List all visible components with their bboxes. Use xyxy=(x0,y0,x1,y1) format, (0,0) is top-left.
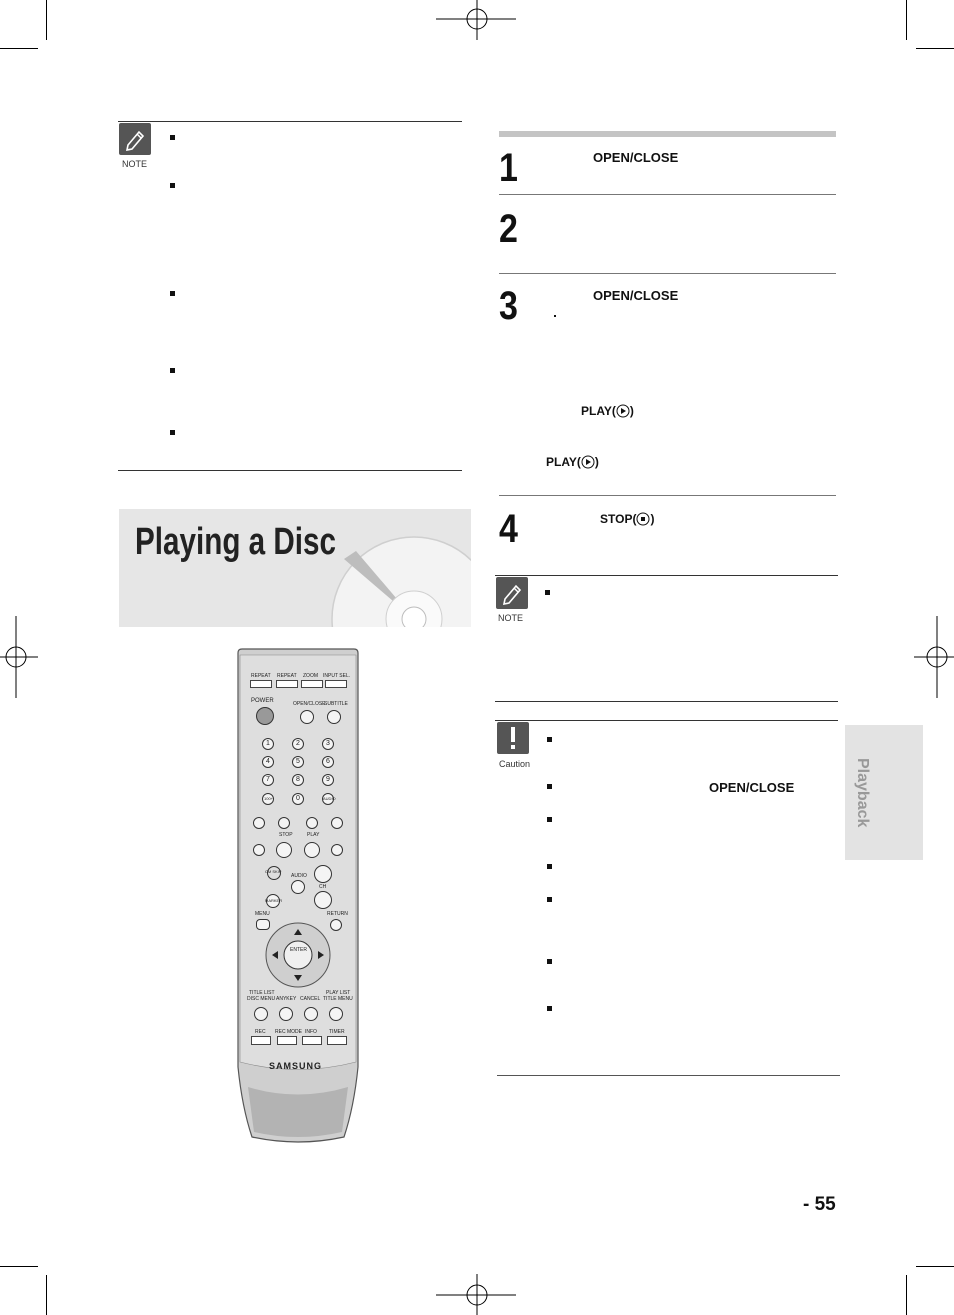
timer-label: TIMER xyxy=(329,1029,345,1035)
note-bullet xyxy=(170,430,175,435)
input-sel-button[interactable] xyxy=(325,680,347,688)
note-bullet xyxy=(170,183,175,188)
info-button[interactable] xyxy=(302,1036,322,1045)
timer-button[interactable] xyxy=(327,1036,347,1045)
cancel-label: CANCEL xyxy=(300,996,321,1002)
caution-bullet xyxy=(547,784,552,789)
note-bullet xyxy=(170,368,175,373)
play-icon xyxy=(581,455,595,469)
power-label: POWER xyxy=(251,698,274,704)
step-divider xyxy=(499,194,836,195)
step-divider xyxy=(499,495,836,496)
digit-label: 0 xyxy=(296,795,300,802)
skip-forward-button[interactable] xyxy=(331,817,343,829)
step-number: 2 xyxy=(499,207,518,251)
stop-text: STOP( xyxy=(600,512,637,526)
stop-label: STOP xyxy=(279,832,293,838)
digit-label: AUDIO xyxy=(323,796,336,801)
ch-down-button[interactable] xyxy=(314,891,332,909)
rewind-button[interactable] xyxy=(253,844,265,856)
digit-label: 8 xyxy=(296,776,300,783)
step-number: 1 xyxy=(499,146,518,190)
ch-up-button[interactable] xyxy=(314,865,332,883)
info-label: INFO xyxy=(305,1029,317,1035)
cm-skip-button[interactable] xyxy=(267,866,281,880)
step-number: 4 xyxy=(499,507,518,551)
crop-mark xyxy=(916,1266,954,1267)
play-list-label: PLAY LIST xyxy=(326,990,351,996)
page-number: - 55 xyxy=(803,1194,836,1215)
caution-icon xyxy=(497,722,529,754)
power-button[interactable] xyxy=(256,707,274,725)
brand-logo: SAMSUNG xyxy=(269,1061,323,1071)
disc-graphic xyxy=(324,529,471,627)
side-tab-label: Playback xyxy=(854,758,871,828)
anykey-label: ANYKEY xyxy=(276,996,297,1002)
subtitle-label: SUBTITLE xyxy=(324,701,348,707)
audio-button[interactable] xyxy=(291,880,305,894)
step-forward-button[interactable] xyxy=(306,817,318,829)
remote-control xyxy=(234,647,362,1147)
cancel-button[interactable] xyxy=(304,1007,318,1021)
ch-label: CH xyxy=(319,884,327,890)
left-note-top-rule xyxy=(118,121,462,122)
title-list-button[interactable] xyxy=(254,1007,268,1021)
page-title: Playing a Disc xyxy=(135,521,336,563)
right-note-top-rule xyxy=(495,575,838,576)
subtitle-button[interactable] xyxy=(327,710,341,724)
disc-menu-label: DISC MENU xyxy=(247,996,276,1002)
title-list-label: TITLE LIST xyxy=(249,990,275,996)
registration-mark-top xyxy=(436,0,518,42)
step-label: OPEN/CLOSE xyxy=(593,288,679,303)
crop-mark xyxy=(906,1275,907,1315)
play-text: PLAY( xyxy=(581,404,616,418)
play-instruction xyxy=(546,455,599,469)
crop-mark xyxy=(0,48,38,49)
left-note-bottom-rule xyxy=(118,470,462,471)
close-paren: ) xyxy=(650,512,655,526)
caution-bullet xyxy=(547,817,552,822)
caution-bottom-rule xyxy=(497,1075,840,1076)
play-label: PLAY xyxy=(307,832,320,838)
note-label: NOTE xyxy=(122,159,148,169)
note-bullet xyxy=(545,590,550,595)
play-icon xyxy=(616,404,630,418)
enter-label: ENTER xyxy=(290,947,307,953)
rec-button[interactable] xyxy=(251,1036,271,1045)
caution-bullet xyxy=(547,864,552,869)
repeat-label: REPEAT xyxy=(251,673,271,679)
rec-mode-button[interactable] xyxy=(277,1036,297,1045)
rec-label: REC xyxy=(255,1029,266,1035)
note-bullet xyxy=(170,135,175,140)
repeat-ab-button[interactable] xyxy=(276,680,298,688)
step-label: OPEN/CLOSE xyxy=(593,150,679,165)
cm-skip-label: CM SKIP xyxy=(265,869,282,874)
anykey-button[interactable] xyxy=(279,1007,293,1021)
caution-bullet xyxy=(547,959,552,964)
digit-label: 4 xyxy=(266,758,270,765)
caution-bullet xyxy=(547,897,552,902)
play-instruction xyxy=(581,404,634,418)
marker-label: MARKER xyxy=(265,898,283,903)
play-text: PLAY( xyxy=(546,455,581,469)
digit-label: 9 xyxy=(326,776,330,783)
steps-top-bar xyxy=(499,131,836,137)
crop-mark xyxy=(46,0,47,40)
digit-label: 3 xyxy=(326,740,330,747)
step-number: 3 xyxy=(499,284,518,328)
caution-bullet xyxy=(547,737,552,742)
crop-mark xyxy=(46,1275,47,1315)
step-divider xyxy=(499,273,836,274)
digit-label: 100+ xyxy=(264,796,274,801)
crop-mark xyxy=(916,48,954,49)
digit-label: 5 xyxy=(296,758,300,765)
zoom-label: ZOOM xyxy=(303,673,318,679)
stop-instruction xyxy=(600,512,654,526)
zoom-button[interactable] xyxy=(301,680,323,688)
menu-button[interactable] xyxy=(256,919,270,930)
play-pause-button[interactable] xyxy=(304,842,320,858)
input-sel-label: INPUT SEL. xyxy=(323,673,351,679)
stop-button[interactable] xyxy=(276,842,292,858)
registration-mark-right xyxy=(914,616,954,698)
fast-forward-button[interactable] xyxy=(331,844,343,856)
enter-button[interactable] xyxy=(284,941,312,969)
return-button[interactable] xyxy=(330,919,342,931)
caution-open-close: OPEN/CLOSE xyxy=(709,780,795,795)
digit-label: 7 xyxy=(266,776,270,783)
dot xyxy=(554,315,556,317)
caution-label: Caution xyxy=(499,759,531,769)
return-label: RETURN xyxy=(327,911,348,917)
skip-back-button[interactable] xyxy=(253,817,265,829)
registration-mark-left xyxy=(0,616,40,698)
stop-icon xyxy=(636,512,650,526)
open-close-button[interactable] xyxy=(300,710,314,724)
menu-label: MENU xyxy=(255,911,270,917)
note-label: NOTE xyxy=(498,613,524,623)
registration-mark-bottom xyxy=(436,1274,518,1315)
note-icon xyxy=(496,577,528,609)
audio-label: AUDIO xyxy=(291,873,307,879)
digit-label: 1 xyxy=(266,740,270,747)
crop-mark xyxy=(906,0,907,40)
note-bullet xyxy=(170,291,175,296)
open-close-label: OPEN/CLOSE xyxy=(293,701,326,707)
digit-label: 6 xyxy=(326,758,330,765)
note-icon xyxy=(119,123,151,155)
caution-bullet xyxy=(547,1006,552,1011)
close-paren: ) xyxy=(594,455,599,469)
crop-mark xyxy=(0,1266,38,1267)
repeat-ab-label: REPEAT xyxy=(277,673,297,679)
close-paren: ) xyxy=(629,404,634,418)
play-list-button[interactable] xyxy=(329,1007,343,1021)
step-back-button[interactable] xyxy=(278,817,290,829)
title-menu-label: TITLE MENU xyxy=(323,996,353,1002)
digit-label: 2 xyxy=(296,740,300,747)
repeat-button[interactable] xyxy=(250,680,272,688)
rec-mode-label: REC MODE xyxy=(275,1029,302,1035)
right-note-bottom-rule xyxy=(495,701,838,702)
caution-top-rule xyxy=(495,720,838,721)
